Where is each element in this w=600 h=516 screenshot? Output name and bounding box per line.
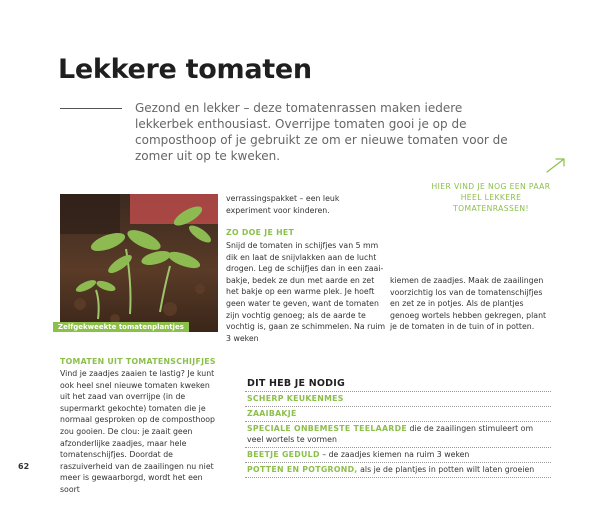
- needs-box-title: DIT HEB JE NODIG: [247, 378, 345, 389]
- page-title: Lekkere tomaten: [58, 54, 312, 85]
- needs-item: [245, 406, 551, 421]
- column1-heading: TOMATEN UIT TOMATENSCHIJFJES: [60, 357, 216, 366]
- page-number: 62: [18, 462, 30, 471]
- needs-item-name: ZAAIBAKJE: [247, 409, 297, 418]
- needs-item-desc: – de zaadjes kiemen na ruim 3 weken: [319, 450, 470, 459]
- photo-caption: Zelfgekweekte tomatenplantjes: [53, 322, 189, 332]
- needs-item-name: BEETJE GEDULD: [247, 450, 320, 459]
- needs-item: [245, 447, 551, 462]
- needs-list: [245, 391, 551, 478]
- arrow-icon: [546, 157, 566, 173]
- needs-item-desc: als je de plantjes in potten wilt laten groeien: [357, 465, 535, 474]
- column3-body: kiemen de zaadjes. Maak de zaailingen voorzichtig los van de tomatenschijfjes en zet ze in potjes. Als de plantjes genoeg wortels hebben gekregen, plant je de tomaten in de tuin of in potten.: [390, 276, 547, 332]
- column2-body: Snijd de tomaten in schijfjes van 5 mm dik en laat de snijvlakken aan de lucht drogen. Leg de schijfjes dan in een zaaibakje, bedek ze dun met aarde en zet het bakje op een warme plek. Je hoeft geen water te geven, want de tomaten zijn vochtig genoeg; als de aarde te vochtig is, gaan ze schimmelen. Na ruim 3 weken: [226, 241, 386, 343]
- needs-item-name: SPECIALE ONBEMESTE TEELAARDE: [247, 424, 408, 433]
- seedling-photo: [60, 194, 218, 332]
- intro-paragraph: Gezond en lekker – deze tomatenrassen maken iedere lekkerbek enthousiast. Overrijpe tomaten gooi je op de composthoop of je gebruikt ze om er nieuwe tomaten voor de zomer uit op te kweken.: [135, 101, 508, 163]
- column2-top-text: verrassingspakket – een leuk experiment voor kinderen.: [226, 194, 340, 215]
- needs-item-name: POTTEN EN POTGROND,: [247, 465, 358, 474]
- column2-heading: ZO DOE JE HET: [226, 228, 295, 237]
- needs-item: [245, 421, 551, 447]
- intro-divider: [60, 108, 122, 109]
- column1-body: Vind je zaadjes zaaien te lastig? Je kunt ook heel snel nieuwe tomaten kweken uit het zaad van overrijpe (in de supermarkt gekochte) tomaten die je normaal gesproken op de composthoop zou gooien. De clou: je zaait geen afzonderlijke zaadjes, maar hele tomatenschijfjes. Doordat de raszuiverheid van de zaailingen nu niet meer is gewaarborgd, wordt het een soort: [60, 369, 215, 494]
- needs-item: [245, 391, 551, 406]
- needs-item: [245, 462, 551, 478]
- needs-item-desc: die de zaailingen stimuleert om veel wortels te vormen: [247, 424, 534, 444]
- needs-item-name: SCHERP KEUKENMES: [247, 394, 344, 403]
- callout-text: HIER VIND JE NOG EEN PAAR HEEL LEKKERE TOMATENRASSEN!: [431, 182, 551, 213]
